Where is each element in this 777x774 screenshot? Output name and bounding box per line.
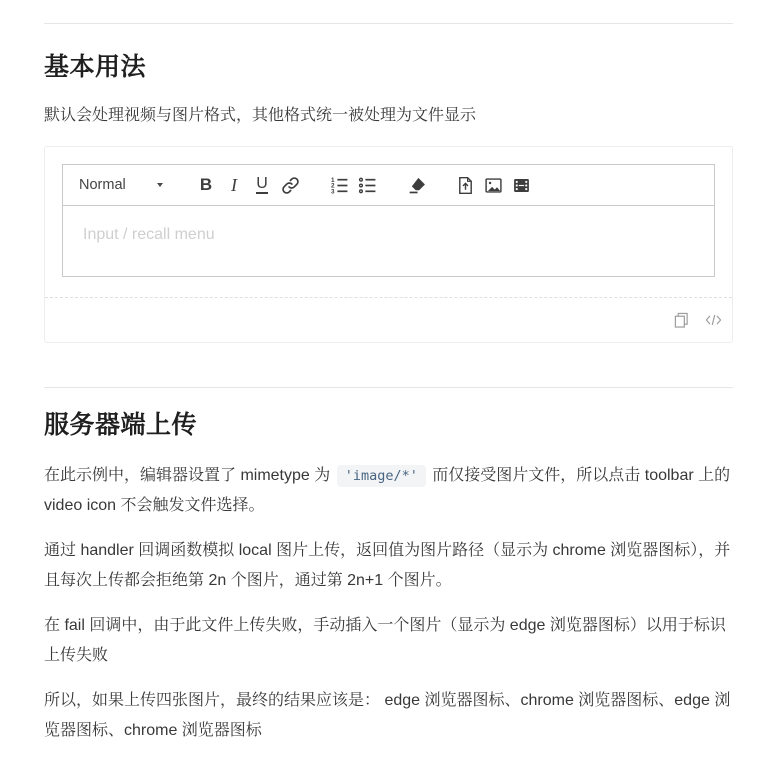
bold-button[interactable] <box>192 173 220 197</box>
bold-icon: B <box>199 175 213 194</box>
upload-file-button[interactable] <box>451 173 479 197</box>
underline-icon: U <box>256 176 268 195</box>
svg-text:1: 1 <box>330 176 335 184</box>
insert-image-button[interactable] <box>479 173 507 197</box>
top-divider <box>44 23 733 24</box>
ordered-list-button[interactable] <box>325 173 353 197</box>
svg-text:3: 3 <box>330 188 335 195</box>
clean-format-button[interactable] <box>402 173 430 197</box>
upload-paragraph-1 <box>44 461 733 521</box>
section-title-server-upload: 服务器端上传 <box>44 411 198 439</box>
section-title-basic-usage: 基本用法 <box>44 53 147 81</box>
format-select[interactable] <box>71 173 171 197</box>
copy-code-button[interactable] <box>673 312 689 328</box>
toolbar-group-lists <box>325 173 381 197</box>
editor-input-area[interactable] <box>62 206 715 277</box>
toolbar-group-media <box>451 173 535 197</box>
editor-demo-body <box>45 147 732 297</box>
code-icon <box>705 313 722 327</box>
svg-text:2: 2 <box>330 182 335 190</box>
editor-toolbar <box>62 164 715 206</box>
editor-placeholder: Input / recall menu <box>83 226 215 243</box>
doc-page <box>44 23 733 746</box>
insert-video-button[interactable] <box>507 173 535 197</box>
upload-paragraph-3: 在 fail 回调中，由于此文件上传失败，手动插入一个图片（显示为 edge 浏览器图标）以用于标识上传失败 <box>44 617 726 664</box>
upload-paragraph-4: 所以，如果上传四张图片，最终的结果应该是： edge 浏览器图标、chrome 浏览器图标、edge 浏览器图标、chrome 浏览器图标 <box>44 692 731 739</box>
link-icon <box>281 176 300 195</box>
view-code-button[interactable] <box>705 312 721 328</box>
toolbar-group-inline-formats <box>192 173 304 197</box>
underline-button[interactable] <box>248 173 276 197</box>
link-button[interactable] <box>276 173 304 197</box>
image-icon <box>484 176 503 195</box>
ordered-list-icon <box>330 176 349 195</box>
editor-demo-card <box>44 146 733 343</box>
italic-button[interactable] <box>220 173 248 197</box>
basic-usage-description: 默认会处理视频与图片格式，其他格式统一被处理为文件显示 <box>44 107 477 124</box>
upload-paragraph-2: 通过 handler 回调函数模拟 local 图片上传，返回值为图片路径（显示为 chrome 浏览器图标），并且每次上传都会拒绝第 2n 个图片，通过第 2n+1 个图片。 <box>44 542 731 589</box>
bullet-list-icon <box>358 176 377 195</box>
section-divider <box>44 387 733 388</box>
toolbar-group-clean <box>402 173 430 197</box>
eraser-icon <box>407 176 426 195</box>
copy-icon <box>674 312 689 328</box>
format-select-value: Normal <box>79 177 126 193</box>
video-icon <box>512 176 531 195</box>
demo-footer <box>45 298 732 342</box>
inline-code-mimetype: 'image/*' <box>337 465 426 487</box>
paragraph-text: 而仅接受图片文件，所以点击 toolbar 上的 video icon 不会触发文件选择。 <box>44 467 731 514</box>
bullet-list-button[interactable] <box>353 173 381 197</box>
paragraph-text: 在此示例中，编辑器设置了 mimetype 为 <box>44 467 335 484</box>
chevron-down-icon <box>157 183 163 187</box>
file-upload-icon <box>456 176 475 195</box>
italic-icon: I <box>231 174 237 195</box>
